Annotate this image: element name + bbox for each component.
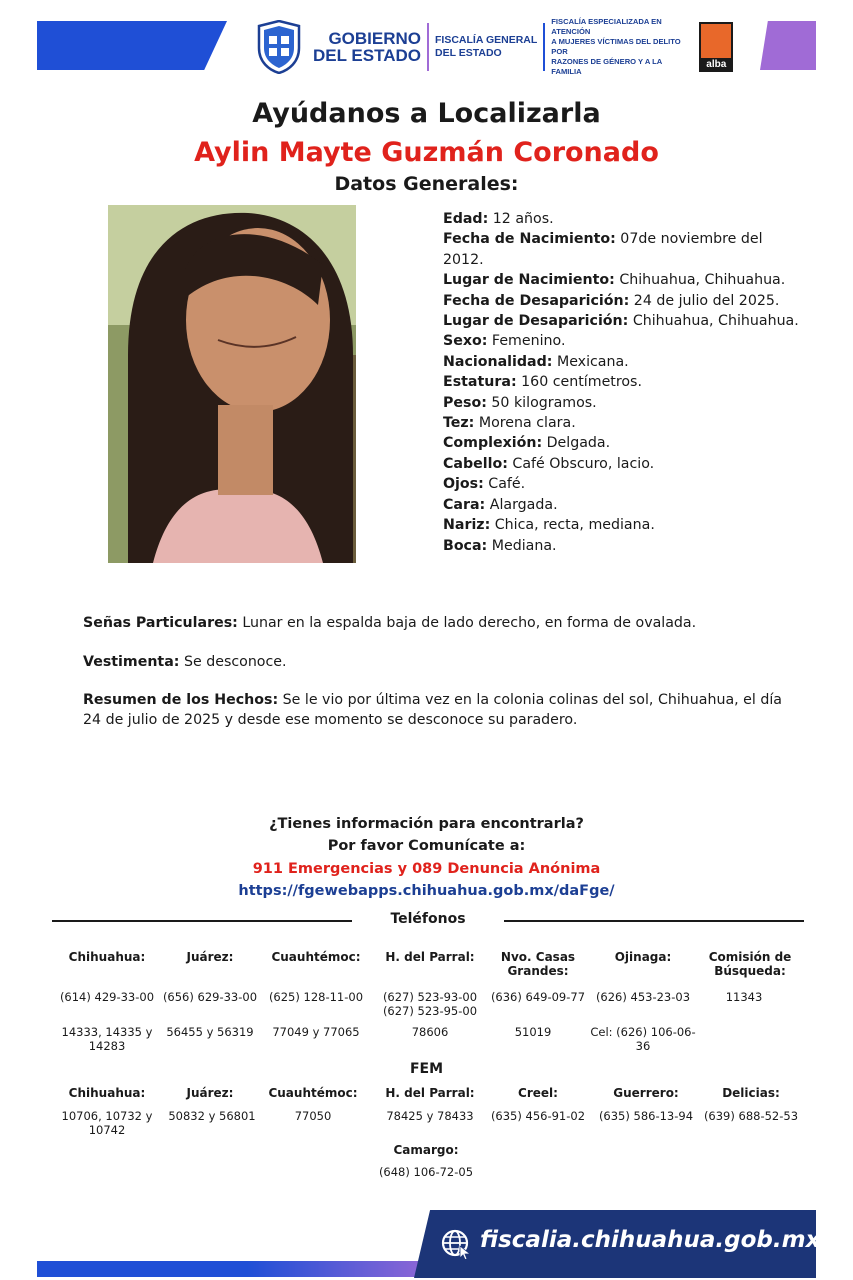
tel-cell: (636) 649-09-77 [490, 990, 586, 1004]
logo-divider [543, 23, 545, 71]
detail-item: Sexo: Femenino. [443, 333, 566, 350]
tel-cell: (614) 429-33-00 [59, 990, 155, 1004]
globe-cursor-icon [440, 1228, 472, 1260]
tel-cell: 14333, 14335 y 14283 [61, 1025, 153, 1053]
detail-item: Nacionalidad: Mexicana. [443, 353, 629, 370]
alba-label: alba [706, 59, 727, 70]
footer-website[interactable]: fiscalia.chihuahua.gob.mx [480, 1227, 821, 1253]
fem-header: Juárez: [186, 1086, 234, 1100]
fem-line1: FISCALÍA ESPECIALIZADA EN ATENCIÓN [551, 17, 662, 36]
fem-cell-camargo: (648) 106-72-05 [378, 1165, 474, 1179]
tel-cell: 51019 [514, 1025, 552, 1039]
resumen-hechos: Resumen de los Hechos: Se le vio por última vez en la colonia colinas del sol, Chihuahua, el día 24 de julio de 2025 y desde ese momento se desconoce su paradero. [83, 692, 782, 728]
detail-item: Ojos: Café. [443, 476, 526, 493]
fge-line2: DEL ESTADO [435, 47, 502, 59]
cta-question: ¿Tienes información para encontrarla? [269, 816, 584, 832]
section-subtitle: Datos Generales: [334, 173, 519, 195]
tel-cell: (626) 453-23-03 [595, 990, 691, 1004]
tel-cell: (625) 128-11-00 [268, 990, 364, 1004]
fem-line2: A MUJERES VÍCTIMAS DEL DELITO POR [551, 37, 681, 56]
cta-emergency: 911 Emergencias y 089 Denuncia Anónima [252, 861, 601, 877]
telefonos-heading [52, 911, 804, 931]
detail-item: Peso: 50 kilogramos. [443, 394, 597, 411]
footer-bar [37, 1261, 457, 1277]
detail-item: Fecha de Desaparición: 24 de julio del 2025. [443, 292, 780, 309]
fem-cell: (639) 688-52-53 [703, 1109, 799, 1123]
fem-header: Chihuahua: [68, 1086, 146, 1100]
fem-header: Guerrero: [613, 1086, 679, 1100]
tel-header: Comisión de Búsqueda: [708, 950, 792, 978]
tel-cell: 56455 y 56319 [166, 1025, 254, 1039]
detail-item: Cabello: Café Obscuro, lacio. [443, 455, 655, 472]
tel-cell: (656) 629-33-00 [162, 990, 258, 1004]
fge-line1: FISCALÍA GENERAL [435, 34, 538, 46]
state-shield-icon [255, 20, 303, 74]
detail-item: Nariz: Chica, recta, mediana. [443, 517, 655, 534]
missing-person-name: Aylin Mayte Guzmán Coronado [194, 137, 659, 168]
logo-divider [427, 23, 429, 71]
detail-item: Estatura: 160 centímetros. [443, 374, 642, 391]
tel-header: Cuauhtémoc: [271, 950, 361, 964]
vestimenta: Vestimenta: Se desconoce. [83, 654, 287, 670]
tel-cell: Cel: (626) 106-06-36 [590, 1025, 696, 1053]
fem-cell: 78425 y 78433 [386, 1109, 474, 1123]
alba-logo [699, 22, 733, 72]
details-list [443, 209, 803, 556]
detail-item: Boca: Mediana. [443, 537, 557, 554]
tel-cell: 77049 y 77065 [272, 1025, 360, 1039]
fem-line3: RAZONES DE GÉNERO Y A LA FAMILIA [551, 57, 662, 76]
tel-cell: (627) 523-93-00 (627) 523-95-00 [382, 990, 478, 1018]
fem-header: Creel: [518, 1086, 558, 1100]
fem-header: H. del Parral: [385, 1086, 475, 1100]
tel-header: Chihuahua: [68, 950, 146, 964]
detail-item: Edad: 12 años. [443, 211, 554, 227]
fem-cell: (635) 586-13-94 [598, 1109, 694, 1123]
fge-logo-text [435, 34, 537, 60]
tel-header: Nvo. Casas Grandes: [500, 950, 576, 978]
missing-person-photo [108, 205, 356, 563]
tel-cell: 78606 [411, 1025, 449, 1039]
fem-header: Delicias: [722, 1086, 780, 1100]
detail-item: Lugar de Desaparición: Chihuahua, Chihuahua. [443, 313, 799, 330]
fem-logo-text [551, 17, 691, 77]
fem-cell: 77050 [294, 1109, 332, 1123]
gobierno-logo-text [313, 30, 421, 64]
fem-header-camargo: Camargo: [393, 1143, 459, 1157]
header-logos [255, 18, 733, 76]
detail-item: Lugar de Nacimiento: Chihuahua, Chihuahua. [443, 272, 786, 289]
telefonos-title: Teléfonos [380, 911, 475, 927]
tel-cell: 11343 [725, 990, 763, 1004]
fem-header: Cuauhtémoc: [268, 1086, 358, 1100]
fem-cell: 50832 y 56801 [168, 1109, 256, 1123]
detail-item: Complexión: Delgada. [443, 435, 611, 452]
cta-link[interactable]: https://fgewebapps.chihuahua.gob.mx/daFge/ [238, 883, 615, 899]
tel-header: Juárez: [186, 950, 234, 964]
fem-cell: (635) 456-91-02 [490, 1109, 586, 1123]
header-purple-bar [760, 21, 816, 70]
cta-contact: Por favor Comunícate a: [327, 838, 526, 854]
tel-header: H. del Parral: [385, 950, 475, 964]
fem-cell: 10706, 10732 y 10742 [61, 1109, 153, 1137]
page-title: Ayúdanos a Localizarla [252, 98, 601, 129]
gobierno-line2: DEL ESTADO [313, 46, 421, 65]
tel-header: Ojinaga: [614, 950, 672, 964]
detail-item: Cara: Alargada. [443, 496, 558, 513]
detail-item: Tez: Morena clara. [443, 415, 576, 432]
senas-particulares: Señas Particulares: Lunar en la espalda baja de lado derecho, en forma de ovalada. [83, 615, 697, 631]
fem-heading: FEM [409, 1061, 444, 1077]
gobierno-line1: GOBIERNO [328, 29, 421, 48]
header-blue-bar [37, 21, 227, 70]
detail-item: Fecha de Nacimiento: 07de noviembre del 2012. [443, 231, 763, 268]
